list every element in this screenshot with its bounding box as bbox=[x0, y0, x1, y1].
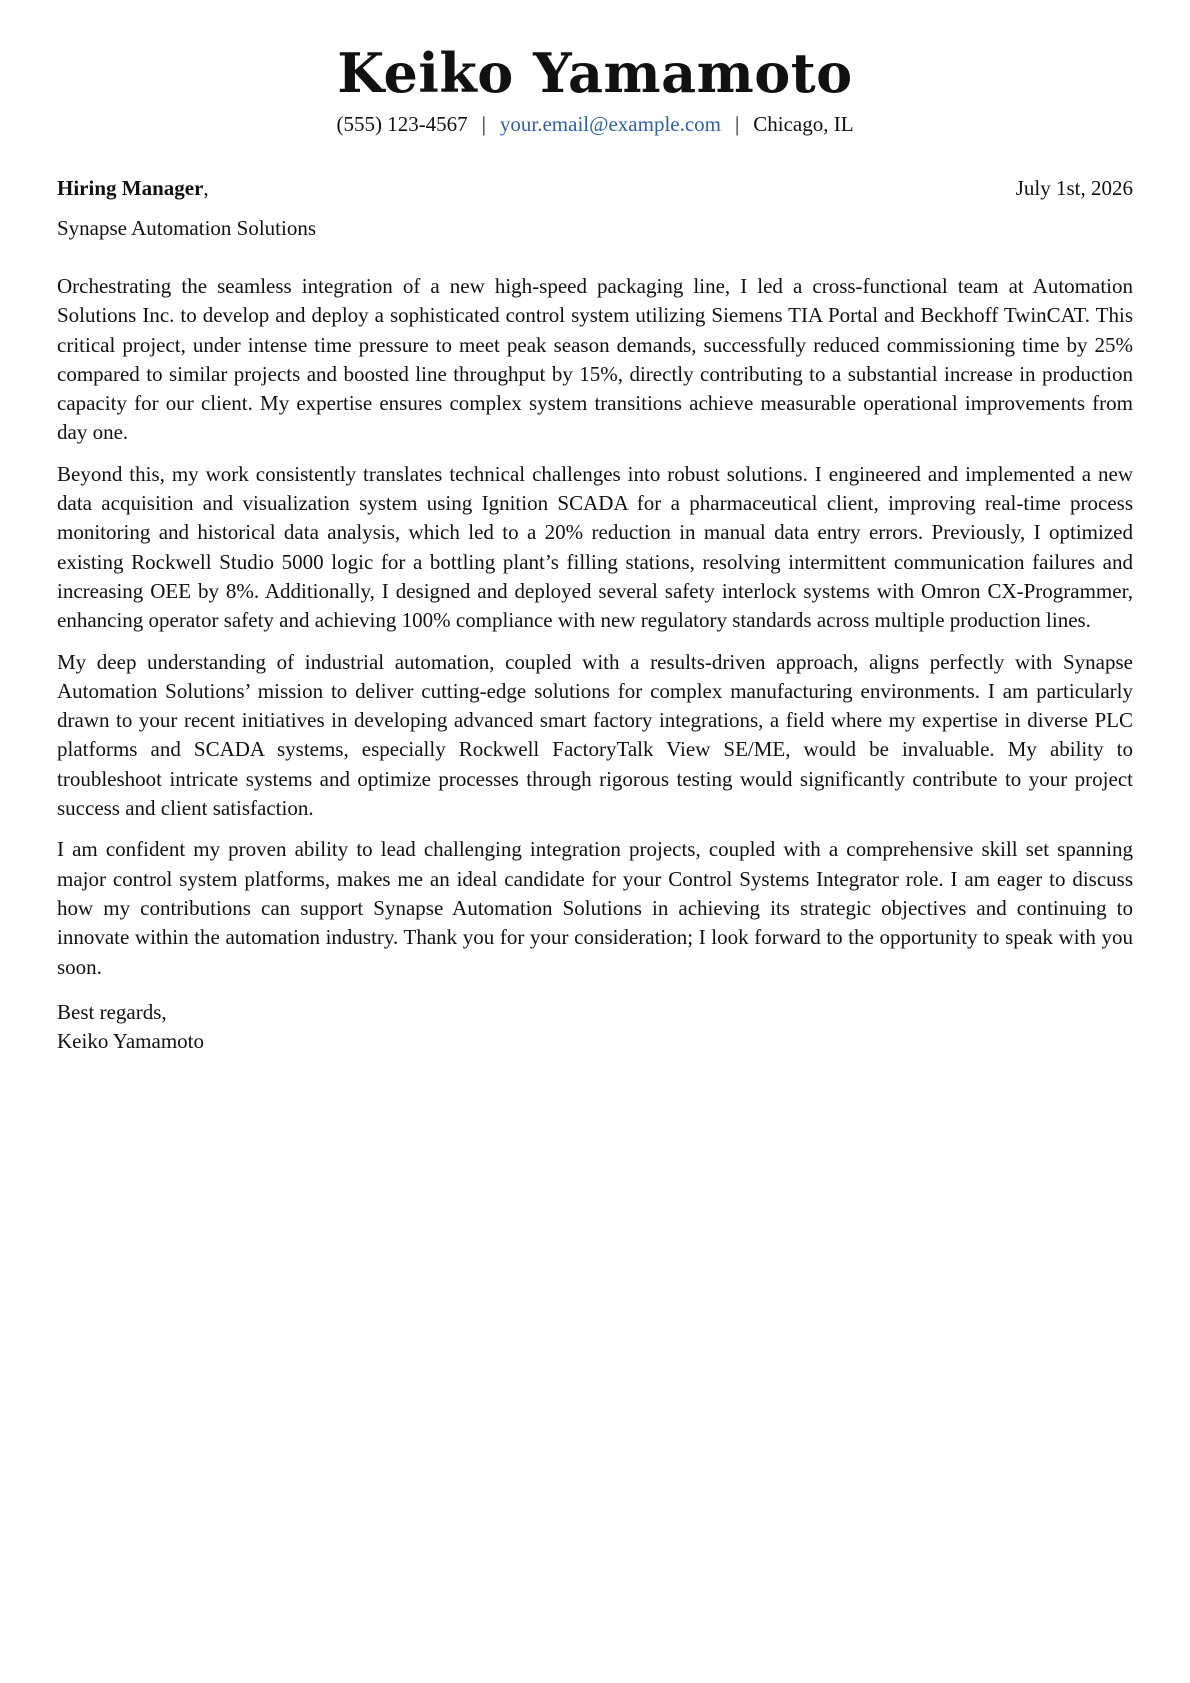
recipient-greeting bbox=[57, 174, 209, 202]
recipient-row bbox=[57, 174, 1133, 202]
recipient-name-suffix: , bbox=[203, 176, 209, 200]
letter-date: July 1st, 2026 bbox=[1015, 176, 1133, 200]
letter-header bbox=[57, 0, 1133, 138]
contact-separator: | bbox=[735, 112, 740, 136]
body-paragraph: Orchestrating the seamless integration of a new high-speed packaging line, I led a cross-functional team at Automation Solutions Inc. to develop and deploy a sophisticated control system utilizing Siemens TIA Portal and Beckhoff TwinCAT. This critical project, under intense time pressure to meet peak season demands, successfully reduced commissioning time by 25% compared to similar projects and boosted line throughput by 15%, directly contributing to a substantial increase in production capacity for our client. My expertise ensures complex system transitions achieve measurable operational improvements from day one. bbox=[57, 274, 1133, 445]
recipient-block bbox=[57, 174, 1133, 242]
letter-closing bbox=[57, 998, 1133, 1056]
contact-separator: | bbox=[481, 112, 486, 136]
body-paragraph: Beyond this, my work consistently translates technical challenges into robust solutions. I engineered and implemented a new data acquisition and visualization system using Ignition SCADA for a pharmaceutical client, improving real-time process monitoring and historical data analysis, which led to a 20% reduction in manual data entry errors. Previously, I optimized existing Rockwell Studio 5000 logic for a bottling plant’s filling stations, resolving intermittent communication failures and increasing OEE by 8%. Additionally, I designed and deployed several safety interlock systems with Omron CX-Programmer, enhancing operator safety and achieving 100% compliance with new regulatory standards across multiple production lines. bbox=[57, 461, 1133, 633]
closing-signature: Keiko Yamamoto bbox=[57, 1028, 204, 1053]
phone-number: (555) 123-4567 bbox=[336, 112, 468, 136]
applicant-name: Keiko Yamamoto bbox=[337, 41, 853, 105]
letter-body bbox=[57, 272, 1133, 982]
contact-line bbox=[57, 110, 1133, 138]
body-paragraph: I am confident my proven ability to lead challenging integration projects, coupled with a comprehensive skill set spanning major control system platforms, makes me an ideal candidate for your Control Systems Integrator role. I am eager to discuss how my contributions can support Synapse Automation Solutions in achieving its strategic objectives and continuing to innovate within the automation industry. Thank you for your consideration; I look forward to the opportunity to speak with you soon. bbox=[57, 837, 1133, 979]
location: Chicago, IL bbox=[753, 112, 854, 136]
recipient-company: Synapse Automation Solutions bbox=[57, 216, 317, 240]
recipient-name: Hiring Manager bbox=[57, 176, 204, 200]
closing-salutation: Best regards, bbox=[57, 999, 167, 1024]
email-link[interactable]: your.email@example.com bbox=[499, 112, 722, 136]
body-paragraph: My deep understanding of industrial automation, coupled with a results-driven approach, aligns perfectly with Synapse Automation Solutions’ mission to deliver cutting-edge solutions for complex manufacturing environments. I am particularly drawn to your recent initiatives in developing advanced smart factory integrations, a field where my expertise in diverse PLC platforms and SCADA systems, especially Rockwell FactoryTalk View SE/ME, would be invaluable. My ability to troubleshoot intricate systems and optimize processes through rigorous testing would significantly contribute to your project success and client satisfaction. bbox=[57, 649, 1133, 821]
